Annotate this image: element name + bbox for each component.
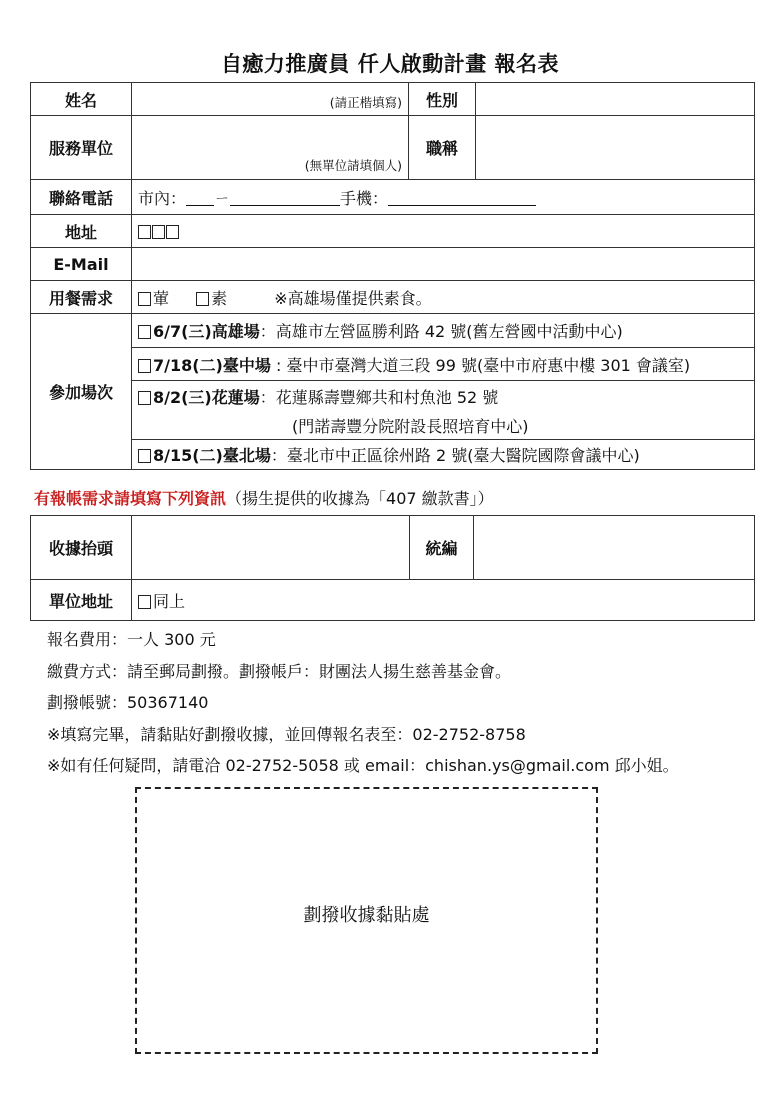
postcode-box-1[interactable] — [138, 225, 151, 239]
email-field[interactable] — [132, 248, 755, 281]
payment-notes — [47, 624, 679, 782]
same-as-above-checkbox[interactable] — [138, 595, 151, 609]
taxid-field[interactable] — [474, 516, 755, 580]
unit-field[interactable] — [132, 116, 409, 180]
unit-hint: (無單位請填個人) — [304, 158, 402, 173]
taxid-label: 統編 — [410, 516, 474, 580]
session-date: 8/2(三)花蓮場 — [153, 387, 260, 407]
session-checkbox[interactable] — [138, 359, 151, 373]
phone-number-line[interactable] — [230, 191, 340, 206]
unit-address-field[interactable] — [132, 580, 755, 621]
name-hint: (請正楷填寫) — [329, 95, 402, 110]
receipt-header-field[interactable] — [132, 516, 410, 580]
receipt-paste-area — [135, 787, 598, 1054]
session-checkbox[interactable] — [138, 449, 151, 463]
form-title: 自癒力推廣員 仟人啟動計畫 報名表 — [220, 52, 560, 76]
phone-mobile-label: 手機： — [340, 188, 389, 208]
session-checkbox[interactable] — [138, 391, 151, 405]
paste-area-label: 劃撥收據黏貼處 — [303, 905, 430, 926]
phone-city-label: 市內： — [138, 188, 187, 208]
session-date: 6/7(三)高雄場 — [153, 322, 260, 341]
meal-note: ※高雄場僅提供素食。 — [274, 288, 432, 308]
session-item[interactable] — [132, 440, 755, 470]
receipt-notice-text: （揚生提供的收據為「407 繳款書」） — [226, 489, 494, 508]
gender-label: 性別 — [409, 83, 476, 116]
session-item[interactable] — [132, 314, 755, 348]
receipt-notice — [34, 486, 494, 509]
phone-field[interactable] — [132, 180, 755, 215]
mobile-number-line[interactable] — [388, 191, 536, 206]
receipt-table — [30, 515, 755, 621]
session-place-extra: (門諾壽豐分院附設長照培育中心) — [292, 416, 529, 436]
registration-table — [30, 82, 755, 470]
unit-label: 服務單位 — [31, 116, 132, 180]
phone-dash: ㄧ — [214, 188, 231, 208]
session-label: 參加場次 — [31, 314, 132, 470]
jobtitle-label: 職稱 — [409, 116, 476, 180]
gender-field[interactable] — [476, 83, 755, 116]
phone-label: 聯絡電話 — [31, 180, 132, 215]
session-place: ：花蓮縣壽豐鄉共和村魚池 52 號 — [259, 387, 499, 407]
postcode-box-2[interactable] — [152, 225, 165, 239]
note-fee: 報名費用：一人 300 元 — [47, 630, 216, 649]
session-date: 7/18(二)臺中場 — [153, 355, 271, 375]
email-label: E-Mail — [31, 248, 132, 281]
session-date: 8/15(二)臺北場 — [153, 446, 271, 465]
address-field[interactable] — [132, 215, 755, 248]
session-item[interactable] — [132, 348, 755, 381]
session-place: ：臺北市中正區徐州路 2 號(臺大醫院國際會議中心) — [270, 446, 640, 465]
name-field[interactable] — [132, 83, 409, 116]
unit-address-label: 單位地址 — [31, 580, 132, 621]
meal-meat-label: 葷 — [153, 288, 170, 308]
session-checkbox[interactable] — [138, 325, 151, 339]
note-contact: ※如有任何疑問，請電洽 02-2752-5058 或 email：chishan.ys@gmail.com 邱小姐。 — [47, 756, 679, 775]
postcode-box-3[interactable] — [166, 225, 179, 239]
receipt-notice-highlight: 有報帳需求請填寫下列資訊 — [34, 489, 227, 508]
meal-veg-label: 素 — [211, 288, 228, 308]
session-place: ：高雄市左營區勝利路 42 號(舊左營國中活動中心) — [259, 322, 623, 341]
same-as-above-label: 同上 — [153, 591, 186, 611]
session-extra — [132, 412, 755, 440]
meal-field — [132, 281, 755, 314]
address-label: 地址 — [31, 215, 132, 248]
meal-veg-checkbox[interactable] — [196, 292, 209, 306]
note-fax: ※填寫完畢，請黏貼好劃撥收據，並回傳報名表至：02-2752-8758 — [47, 724, 526, 744]
name-label: 姓名 — [31, 83, 132, 116]
meal-meat-checkbox[interactable] — [138, 292, 151, 306]
meal-label: 用餐需求 — [31, 281, 132, 314]
jobtitle-field[interactable] — [476, 116, 755, 180]
session-place: : 臺中市臺灣大道三段 99 號(臺中市府惠中樓 301 會議室) — [270, 355, 691, 375]
receipt-header-label: 收據抬頭 — [31, 516, 132, 580]
note-account-number: 劃撥帳號：50367140 — [47, 693, 209, 712]
session-item[interactable] — [132, 381, 755, 412]
note-payment-method: 繳費方式：請至郵局劃撥。劃撥帳戶：財團法人揚生慈善基金會。 — [47, 661, 512, 681]
phone-area-line[interactable] — [186, 191, 214, 206]
